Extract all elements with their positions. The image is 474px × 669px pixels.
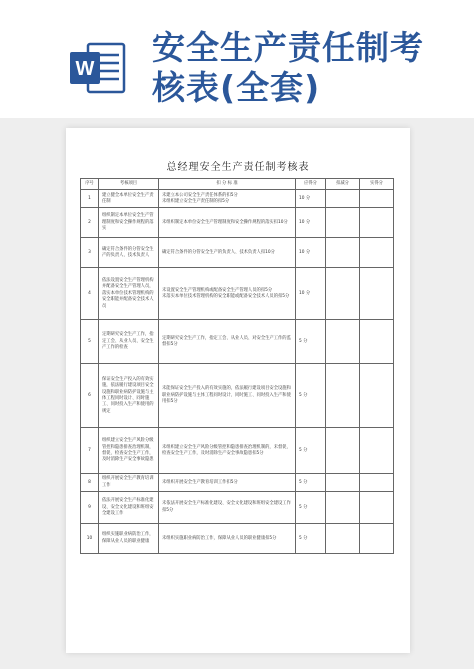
row-score: 5 分 (296, 492, 326, 524)
row-deduction (326, 238, 360, 268)
row-deduction (326, 524, 360, 554)
table-row (81, 190, 394, 208)
row-score: 10 分 (296, 268, 326, 320)
table-row (81, 268, 394, 320)
col-header-deduction: 扣减分 (326, 179, 360, 190)
row-deduction (326, 474, 360, 492)
banner-title (152, 28, 452, 108)
document-page (66, 128, 410, 653)
row-deduction (326, 190, 360, 208)
row-score: 5 分 (296, 524, 326, 554)
row-item: 依法开展安全生产标准化建设、安全文化建设和班组安全建设工作 (99, 492, 159, 524)
row-score: 10 分 (296, 238, 326, 268)
col-header-result: 实得分 (360, 179, 394, 190)
col-header-item: 考核项目 (99, 179, 159, 190)
row-deduction (326, 268, 360, 320)
row-result (360, 492, 394, 524)
row-standard: 确定符合条件的分管安全生产的负责人、技术负责人扣10分 (159, 238, 296, 268)
row-item: 组织建立安全生产风险分级管控和隐患排查治理机制，督促、检查安全生产工作，及时消除生产安全事故隐患 (99, 428, 159, 474)
row-deduction (326, 320, 360, 364)
col-header-standard: 扣 分 标 准 (159, 179, 296, 190)
assessment-table (80, 178, 394, 554)
table-row (81, 524, 394, 554)
row-standard: 未组织制定本单位安全生产管理制度和安全操作规程的落实扣10分 (159, 208, 296, 238)
row-standard: 未依法开展安全生产标准化建设、安全文化建设和班组安全建设工作扣5分 (159, 492, 296, 524)
row-standard: 未组织实施职业病防治工作，保障从业人员的职业健康扣5分 (159, 524, 296, 554)
row-score: 10 分 (296, 208, 326, 238)
row-number: 8 (81, 474, 99, 492)
row-number: 6 (81, 364, 99, 428)
row-standard: 未设置安全生产管理机构或配备安全生产管理人员的扣5分 未落实本单位技术管理机构的安全职能或配备安全技术人员的扣5分 (159, 268, 296, 320)
table-row (81, 364, 394, 428)
row-standard: 未组织开展安全生产教育培训工作扣5分 (159, 474, 296, 492)
row-result (360, 364, 394, 428)
banner (0, 0, 474, 118)
row-result (360, 320, 394, 364)
row-standard: 未建立本公司安全生产责任体系的扣5分 未组织建立安全生产责任制的扣5分 (159, 190, 296, 208)
table-header-row (81, 179, 394, 190)
row-item: 依法设置安全生产管理机构并配备安全生产管理人员，落实本单位技术管理机构的安全职能并配备安全技术人员 (99, 268, 159, 320)
row-result (360, 190, 394, 208)
table-row (81, 474, 394, 492)
row-number: 5 (81, 320, 99, 364)
table-row (81, 428, 394, 474)
table-row (81, 320, 394, 364)
row-result (360, 428, 394, 474)
banner-title-line2: 核表(全套) (152, 68, 321, 107)
row-deduction (326, 208, 360, 238)
word-doc-icon (68, 38, 126, 98)
row-standard: 定期研究安全生产工作，指定工会、从业人员、对安全生产工作的监督扣5分 (159, 320, 296, 364)
col-header-score: 应得分 (296, 179, 326, 190)
row-result (360, 238, 394, 268)
row-number: 9 (81, 492, 99, 524)
word-logo-letter: W (75, 58, 95, 80)
banner-title-line1: 安全生产责任制考 (152, 28, 424, 67)
row-result (360, 208, 394, 238)
row-item: 定期研究安全生产工作，指定工会、从业人员、安全生产工作的检查 (99, 320, 159, 364)
table-row (81, 208, 394, 238)
row-number: 10 (81, 524, 99, 554)
row-number: 4 (81, 268, 99, 320)
row-score: 10 分 (296, 190, 326, 208)
row-result (360, 474, 394, 492)
row-number: 3 (81, 238, 99, 268)
row-item: 保证安全生产投入的有效实施，依法履行建设项目安全设施和职业病防护设施与主体工程同时设计、同时施工、同时投入生产和使用的规定 (99, 364, 159, 428)
row-item: 确定符合条件的分管安全生产的负责人、技术负责人 (99, 238, 159, 268)
document-title: 总经理安全生产责任制考核表 (166, 162, 310, 173)
row-standard: 未组织建立安全生产风险分级管控和隐患排查治理机制的，未督促、检查安全生产工作，及时消除生产安全事故隐患扣5分 (159, 428, 296, 474)
table-row (81, 492, 394, 524)
table-row (81, 238, 394, 268)
row-deduction (326, 428, 360, 474)
row-standard: 未能保证安全生产投入的有效实施的，依法履行建设项目安全设施和职业病防护设施与主体工程同时设计、同时施工、同时投入生产和使用扣5分 (159, 364, 296, 428)
row-result (360, 268, 394, 320)
row-item: 建立健全本单位安全生产责任制 (99, 190, 159, 208)
row-score: 5 分 (296, 428, 326, 474)
row-number: 7 (81, 428, 99, 474)
row-score: 5 分 (296, 320, 326, 364)
row-score: 5 分 (296, 474, 326, 492)
row-item: 组织制定本单位安全生产管理制度和安全操作规程的落实 (99, 208, 159, 238)
row-deduction (326, 364, 360, 428)
row-result (360, 524, 394, 554)
row-item: 组织开展安全生产教育培训工作 (99, 474, 159, 492)
row-number: 1 (81, 190, 99, 208)
row-item: 组织实施职业病防治工作，保障从业人员的职业健康 (99, 524, 159, 554)
col-header-no: 序号 (81, 179, 99, 190)
row-number: 2 (81, 208, 99, 238)
row-deduction (326, 492, 360, 524)
row-score: 5 分 (296, 364, 326, 428)
